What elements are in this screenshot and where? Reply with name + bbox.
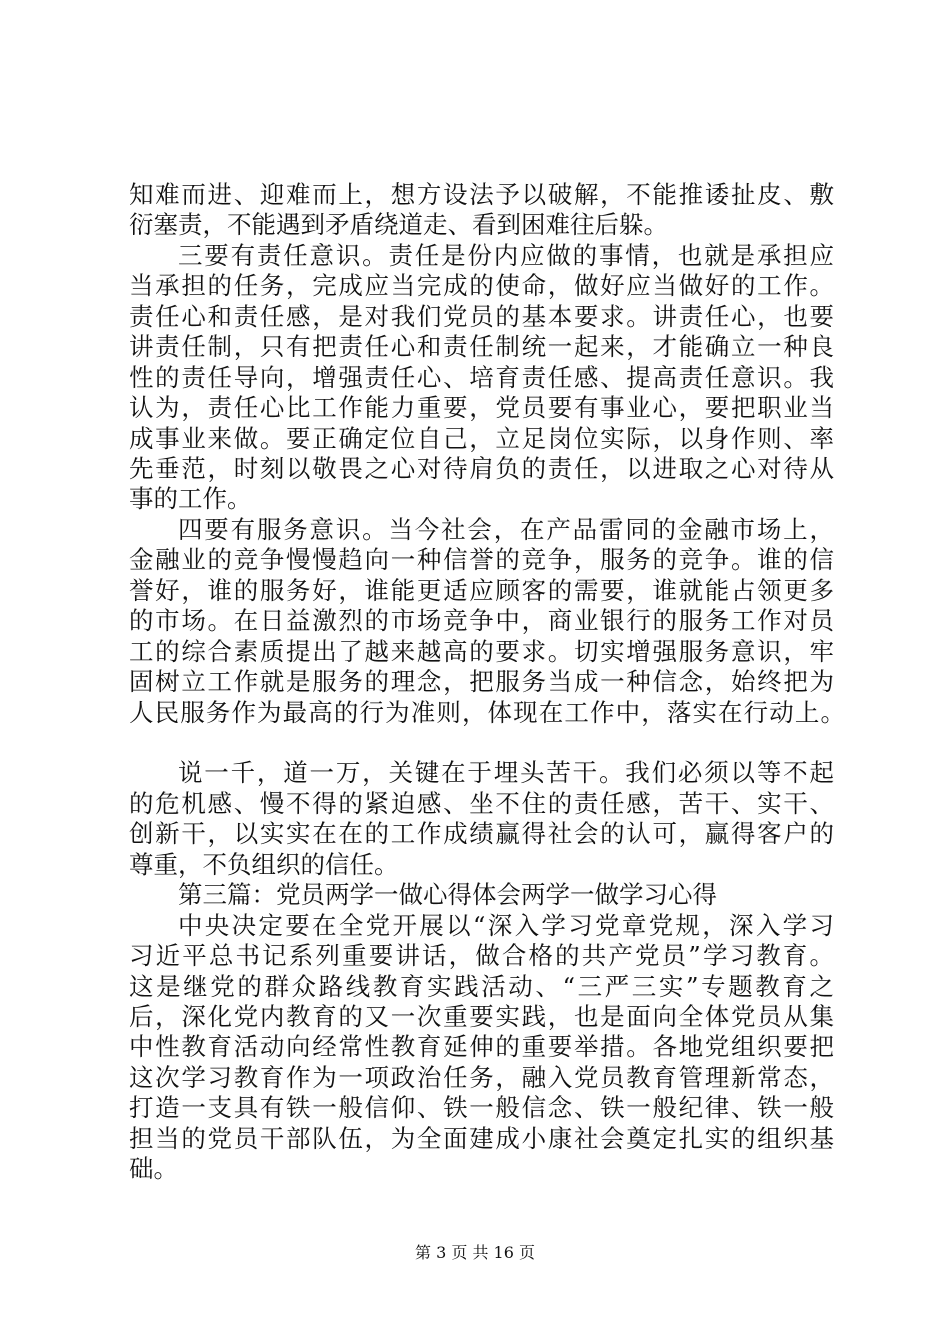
body-text-line: 责任心和责任感，是对我们党员的基本要求。讲责任心，也要 <box>129 302 834 331</box>
body-text-line: 习近平总书记系列重要讲话，做合格的共产党员”学习教育。 <box>129 941 834 970</box>
body-text-line: 事的工作。 <box>129 484 252 513</box>
body-text-line: 讲责任制，只有把责任心和责任制统一起来，才能确立一种良 <box>129 332 834 361</box>
paragraph-first-line: 四要有服务意识。当今社会，在产品雷同的金融市场上， <box>178 515 834 544</box>
body-text-line: 中性教育活动向经常性教育延伸的重要举措。各地党组织要把 <box>129 1032 834 1061</box>
paragraph-first-line: 说一千，道一万，关键在于埋头苦干。我们必须以等不起 <box>178 758 834 787</box>
body-text-line: 的市场。在日益激烈的市场竞争中，商业银行的服务工作对员 <box>129 606 834 635</box>
body-text-line: 性的责任导向，增强责任心、培育责任感、提高责任意识。我 <box>129 363 834 392</box>
body-text-line: 誉好，谁的服务好，谁能更适应顾客的需要，谁就能占领更多 <box>129 576 834 605</box>
body-text-line: 人民服务作为最高的行为准则，体现在工作中，落实在行动上。 <box>129 698 845 727</box>
paragraph-first-line: 三要有责任意识。责任是份内应做的事情，也就是承担应 <box>178 241 834 270</box>
body-text-line: 当承担的任务，完成应当完成的使命，做好应当做好的工作。 <box>129 271 834 300</box>
body-text-line: 成事业来做。要正确定位自己，立足岗位实际，以身作则、率 <box>129 424 834 453</box>
body-text-line: 打造一支具有铁一般信仰、铁一般信念、铁一般纪律、铁一般 <box>129 1093 834 1122</box>
body-text-line: 创新干，以实实在在的工作成绩赢得社会的认可，赢得客户的 <box>129 819 834 848</box>
body-text-line: 衍塞责，不能遇到矛盾绕道走、看到困难往后躲。 <box>129 210 668 239</box>
body-text-line: 固树立工作就是服务的理念，把服务当成一种信念，始终把为 <box>129 667 834 696</box>
paragraph-first-line: 中央决定要在全党开展以“深入学习党章党规，深入学习 <box>178 911 834 940</box>
body-text-line: 担当的党员干部队伍，为全面建成小康社会奠定扎实的组织基 <box>129 1124 834 1153</box>
body-text-line: 先垂范，时刻以敬畏之心对待肩负的责任，以进取之心对待从 <box>129 454 834 483</box>
page-number-footer: 第 3 页 共 16 页 <box>415 1243 535 1262</box>
body-text-line: 这是继党的群众路线教育实践活动、“三严三实”专题教育之 <box>129 972 834 1001</box>
body-text-line: 尊重，不负组织的信任。 <box>129 850 399 879</box>
section-heading: 第三篇：党员两学一做心得体会两学一做学习心得 <box>178 880 717 909</box>
body-text-line: 的危机感、慢不得的紧迫感、坐不住的责任感，苦干、实干、 <box>129 789 834 818</box>
body-text-line: 础。 <box>129 1154 178 1183</box>
body-text-line: 金融业的竞争慢慢趋向一种信誉的竞争，服务的竞争。谁的信 <box>129 545 834 574</box>
body-text-line: 后，深化党内教育的又一次重要实践，也是面向全体党员从集 <box>129 1002 834 1031</box>
body-text-line: 认为，责任心比工作能力重要，党员要有事业心，要把职业当 <box>129 393 834 422</box>
body-text-line: 知难而进、迎难而上，想方设法予以破解，不能推诿扯皮、敷 <box>129 180 834 209</box>
body-text-line: 这次学习教育作为一项政治任务，融入党员教育管理新常态， <box>129 1063 834 1092</box>
body-text-line: 工的综合素质提出了越来越高的要求。切实增强服务意识，牢 <box>129 637 834 666</box>
